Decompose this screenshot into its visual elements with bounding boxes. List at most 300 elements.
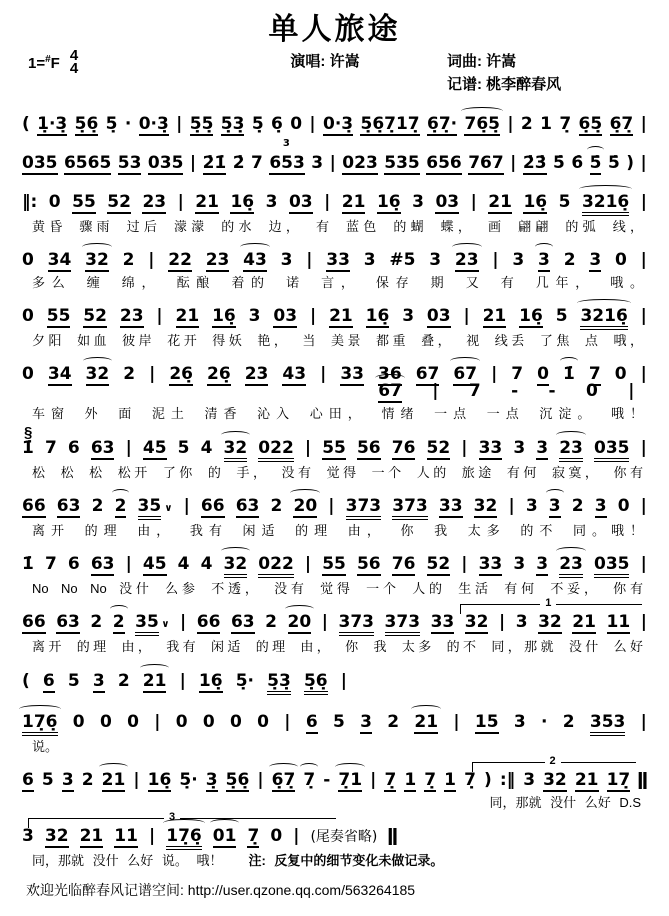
- note-token: 2: [114, 495, 127, 516]
- music-system: [22, 754, 650, 812]
- note-token: 20: [293, 495, 318, 516]
- music-system: [22, 597, 647, 656]
- lyrics-line: 黄昏 骤雨 过后 濛濛 的水 边， 有 蓝色 的蝴 蝶， 画 翩翩 的弧 线，: [32, 218, 643, 234]
- note-token: 6̣7̣: [271, 769, 296, 790]
- bar-line: |: [640, 306, 647, 326]
- bar-line: |: [293, 826, 300, 846]
- note-token: 16̣: [376, 191, 401, 212]
- note-token: 5̣6̣7̣17̣: [360, 113, 420, 134]
- note-token: ): [626, 152, 635, 173]
- note-token: 7: [251, 152, 263, 173]
- bar-line: |: [148, 249, 155, 270]
- note-token: 16̣: [147, 769, 172, 790]
- note-token: 6̣7̣: [609, 113, 634, 134]
- note-token: 535: [384, 152, 420, 173]
- note-token: 33: [430, 612, 455, 633]
- note-token: 2̇: [232, 152, 245, 173]
- note-token: 7: [468, 381, 481, 402]
- note-token: 0: [175, 711, 188, 732]
- song-title: 单人旅途: [268, 13, 401, 46]
- note-token: 0: [99, 711, 112, 732]
- note-token: 7: [44, 437, 57, 458]
- music-system: [22, 811, 647, 870]
- note-token: 33: [478, 437, 503, 458]
- key-signature: 1=#F: [28, 53, 60, 72]
- note-token: 33: [478, 554, 503, 574]
- note-token: 3: [525, 495, 538, 516]
- note-token: 6̇: [571, 152, 584, 173]
- note-token: 17̣6̣: [166, 828, 202, 850]
- note-token: 03: [288, 191, 313, 212]
- note-token: 5̣6̣: [225, 769, 250, 790]
- bar-line: |: [321, 612, 328, 633]
- lyrics-line: 说。: [32, 738, 59, 754]
- bar-line: |: [177, 191, 184, 212]
- note-token: 52: [83, 306, 107, 326]
- note-token: 3: [22, 826, 34, 846]
- note-token: 373: [392, 498, 428, 520]
- note-token: 5: [558, 191, 571, 212]
- header-meta: [22, 47, 647, 97]
- notator-credit: 记谱: 桃李醉春风: [447, 76, 562, 94]
- notation-note: 注: 反复中的细节变化未做记录。: [248, 853, 444, 868]
- note-token: 55: [72, 191, 96, 212]
- note-token: 0: [257, 711, 269, 732]
- bar-line: |: [507, 113, 514, 134]
- note-token: 3: [536, 437, 549, 458]
- music-system: [22, 353, 647, 423]
- note-token: 0: [202, 711, 215, 732]
- music-line: [22, 142, 647, 178]
- note-token: 26̣: [207, 364, 231, 385]
- note-token: 5̣5̣: [189, 113, 214, 134]
- music-system: [22, 103, 647, 139]
- note-token: 76: [391, 554, 416, 574]
- note-token: 0: [230, 711, 242, 732]
- bar-line: |: [640, 152, 647, 173]
- note-token: 5̣: [251, 113, 264, 134]
- composer-credit: 词曲: 许嵩: [447, 53, 517, 70]
- bar-line: |: [498, 612, 506, 633]
- bar-line: |: [324, 191, 331, 212]
- note-token: 55: [322, 437, 346, 458]
- music-system: [22, 295, 647, 350]
- note-token: 17̣6̣: [22, 714, 58, 736]
- note-token: 4: [200, 437, 213, 458]
- note-token: 0: [614, 249, 627, 270]
- music-system: [22, 239, 647, 292]
- bar-line: |: [640, 364, 647, 385]
- note-token: 23: [142, 191, 167, 212]
- note-token: 7: [511, 364, 524, 385]
- bar-line: |: [180, 612, 187, 633]
- score: [22, 103, 650, 871]
- note-token: 01: [212, 826, 237, 846]
- note-token: 1: [540, 113, 552, 134]
- note-token: 0: [614, 364, 627, 385]
- note-token: 32: [543, 769, 567, 790]
- note-token: 3: [429, 249, 442, 270]
- note-token: 2: [123, 364, 136, 385]
- note-token: 5̇: [589, 152, 602, 173]
- note-token: 45: [142, 437, 167, 458]
- bar-line: |: [640, 495, 647, 516]
- note-token: 34: [47, 364, 72, 385]
- note-token: 21: [572, 612, 596, 633]
- bar-line: |: [328, 495, 335, 516]
- note-token: 5̣6̣: [74, 113, 99, 134]
- note-token: 23: [244, 364, 269, 385]
- note-token: 2: [571, 495, 584, 516]
- performer-credit: 演唱: 许嵩: [290, 53, 360, 70]
- note-token: 0: [290, 113, 303, 134]
- note-token: 3: [311, 152, 324, 173]
- note-token: 21: [341, 191, 366, 212]
- note-token: 5: [67, 670, 80, 691]
- note-token: 3: [360, 711, 372, 732]
- note-token: 373: [339, 614, 375, 636]
- lyrics-line: 多么 缠 绵， 酝酿 着的 诺 言， 保存 期 又 有 几年， 哦。: [32, 274, 643, 290]
- note-token: 45: [142, 554, 167, 574]
- note-token: 5̣·: [179, 769, 198, 790]
- note-token: 26̣: [169, 364, 193, 385]
- note-token: 023: [342, 152, 378, 173]
- footer-url: http://user.qzone.qq.com/563264185: [187, 882, 416, 899]
- note-token: 2: [91, 495, 104, 516]
- note-token: 0: [22, 249, 34, 270]
- note-token: 6̣: [271, 113, 283, 134]
- volta-label: 3: [164, 811, 180, 823]
- bar-line: |: [508, 495, 515, 516]
- note-token: 23: [559, 440, 583, 462]
- note-token: 6: [67, 437, 80, 458]
- note-token: 6: [42, 670, 55, 691]
- bar-line: |: [189, 152, 197, 173]
- note-token: 52: [107, 191, 131, 212]
- note-token: 3216̣: [582, 194, 629, 216]
- note-token: 3: [513, 437, 526, 458]
- note-token: 0: [48, 191, 61, 212]
- note-token: 0: [270, 826, 283, 846]
- note-token: 0: [127, 711, 139, 732]
- music-line: [22, 181, 647, 219]
- note-token: 1̇: [22, 554, 34, 574]
- note-token: 32: [85, 364, 110, 385]
- note-token: 16̣: [230, 191, 255, 212]
- note-token: 2: [112, 612, 125, 633]
- note-token: 32: [44, 826, 69, 846]
- note-token: 767: [468, 152, 504, 173]
- note-token: 2: [117, 670, 130, 691]
- note-token: 16̣: [365, 306, 390, 326]
- note-token: ∨: [161, 619, 170, 631]
- note-token: 03: [435, 191, 460, 212]
- note-token: 3: [513, 711, 526, 732]
- bar-line: |: [640, 437, 647, 458]
- music-line: [22, 660, 347, 698]
- note-token: 6565: [63, 152, 112, 173]
- music-line: [22, 103, 647, 139]
- footer-line: [22, 880, 647, 900]
- note-token: 3: [594, 495, 607, 516]
- note-token: 5: [555, 306, 568, 326]
- note-token: 2: [265, 612, 278, 633]
- bar-line: |: [125, 437, 132, 458]
- bar-line: |: [149, 364, 156, 385]
- note-token: 20: [287, 612, 312, 633]
- bar-line: |: [491, 364, 498, 385]
- note-token: 7: [44, 554, 57, 574]
- note-token: 0: [585, 381, 598, 402]
- time-signature: 4 4: [69, 47, 79, 77]
- note-token: 3: [512, 249, 525, 270]
- lyrics-line: 同，那就 没什 么好 D.S: [489, 794, 641, 810]
- lyrics-line: 同，那就 没什 么好 说。 哦！ 注: 反复中的细节变化未做记录。: [32, 853, 444, 868]
- music-system: [22, 543, 647, 598]
- bar-line: |: [453, 711, 460, 732]
- note-token: 2: [520, 113, 533, 134]
- bar-line: |: [329, 152, 336, 173]
- note-token: 7̣: [464, 769, 476, 790]
- note-token: 76̣5̣: [464, 113, 500, 134]
- note-token: 2̇3̇: [522, 152, 547, 173]
- music-system: [22, 181, 647, 236]
- bar-line: |: [461, 554, 468, 574]
- volta-label: 1: [540, 597, 556, 609]
- note-token: -: [323, 769, 331, 790]
- note-token: 3: [363, 249, 376, 270]
- note-token: 15: [474, 711, 499, 732]
- lyrics-line: 松 松 松 松开 了你 的 手， 没有 觉得 一个 人的 旅途 有何 寂寞， 你有: [32, 464, 643, 480]
- note-token: 16̣: [212, 306, 236, 326]
- note-token: 2: [122, 249, 135, 270]
- note-token: -: [511, 381, 519, 402]
- note-token: 6̣7̣·: [427, 113, 458, 134]
- bar-line: |: [640, 249, 647, 270]
- note-token: 6̣5̣: [578, 113, 603, 134]
- lyrics-line: 夕阳 如血 彼岸 花开 得妖 艳， 当 美景 都重 叠， 视 线丢 了焦 点 哦，: [32, 333, 643, 348]
- note-token: 5̣3̣: [267, 673, 291, 695]
- lyrics-line: 离开 的理 由， 我有 闲适 的理 由， 你 我 太多 的不 同。哦！: [32, 522, 643, 538]
- note-token: 23: [454, 249, 479, 270]
- note-token: 0·3̣: [138, 113, 169, 134]
- note-token: 16̣: [198, 670, 223, 691]
- bar-line: |: [628, 381, 635, 402]
- note-token: 32: [538, 612, 562, 633]
- note-token: 2: [563, 249, 576, 270]
- note-token: 23: [559, 556, 583, 578]
- note-token: 5: [41, 769, 54, 790]
- note-token: 53: [117, 152, 142, 173]
- note-token: 76: [391, 437, 416, 458]
- note-token: 32: [85, 249, 109, 270]
- note-token: 33: [340, 364, 364, 385]
- note-token: 3: [280, 249, 293, 270]
- bar-line: |: [284, 711, 291, 732]
- note-token: 67: [378, 381, 402, 402]
- bar-line: |: [176, 113, 183, 134]
- note-token: 022: [258, 556, 294, 578]
- note-token: 5̣3̣: [220, 113, 245, 134]
- volta-label: 2: [545, 755, 561, 767]
- note-token: 52: [426, 437, 451, 458]
- note-token: 66: [22, 612, 46, 633]
- bar-line: |: [306, 249, 313, 270]
- bar-line: ‖: [635, 769, 650, 790]
- music-line-secondary: [378, 383, 634, 406]
- note-token: 21: [488, 191, 512, 212]
- bar-line: |: [320, 364, 327, 385]
- footer-label: 欢迎光临醉春风记谱空间:: [26, 882, 188, 899]
- note-token: 1̇: [22, 437, 34, 458]
- music-line: [22, 543, 647, 581]
- note-token: #5: [389, 249, 416, 270]
- note-token: 3: [548, 495, 561, 516]
- note-token: 3: [402, 306, 415, 326]
- note-token: 55: [46, 306, 71, 326]
- note-token: 3: [248, 306, 261, 326]
- note-token: 66: [196, 612, 221, 633]
- bar-line: |: [461, 437, 468, 458]
- music-line: [22, 485, 647, 523]
- note-token: 035: [147, 152, 184, 173]
- note-token: 21: [414, 711, 439, 732]
- note-token: 6: [22, 769, 34, 790]
- note-token: 21: [142, 670, 167, 691]
- bar-line: |: [470, 191, 477, 212]
- note-token: 32: [473, 495, 498, 516]
- note-token: 63: [90, 554, 115, 574]
- note-token: 5̣: [105, 113, 118, 134]
- note-token: 66: [22, 495, 46, 516]
- bar-line: |: [148, 826, 156, 846]
- note-token: 6: [305, 711, 318, 732]
- bar-line: |: [304, 437, 312, 458]
- note-token: 63: [230, 612, 255, 633]
- note-token: 5̣6̣: [304, 673, 328, 695]
- bar-line: |: [304, 554, 312, 574]
- note-token: 3: [536, 554, 549, 574]
- note-token: 2: [270, 495, 283, 516]
- note-token: 1̇: [563, 364, 575, 385]
- bar-line: |: [370, 769, 377, 790]
- note-token: 35: [135, 614, 159, 636]
- note-token: 67: [453, 364, 478, 385]
- note-token: 0: [22, 306, 34, 326]
- note-token: 7̣: [559, 113, 572, 134]
- note-token: 2: [562, 711, 575, 732]
- note-token: 0: [72, 711, 85, 732]
- note-token: 0: [617, 495, 630, 516]
- music-line: [22, 295, 647, 333]
- note-token: 2̇1̇: [202, 152, 227, 173]
- note-token: 21: [329, 306, 353, 326]
- note-token: 3: [61, 769, 74, 790]
- note-token: 21: [101, 769, 126, 790]
- key-time-block: [22, 47, 203, 77]
- note-token: 4: [200, 554, 213, 574]
- note-token: 373: [346, 498, 382, 520]
- note-token: 5̣·: [235, 670, 255, 691]
- note-token: 7̣: [247, 826, 260, 846]
- bar-line: |: [640, 711, 647, 732]
- note-token: ∨: [164, 502, 173, 514]
- bar-line: |: [133, 769, 140, 790]
- note-token: 3: [538, 249, 550, 270]
- note-token: 21: [175, 306, 200, 326]
- music-system: [22, 423, 647, 482]
- note-token: 35: [138, 498, 162, 520]
- bar-line: |: [179, 670, 186, 691]
- note-token: 3: [265, 191, 278, 212]
- note-token: 16̣: [523, 191, 548, 212]
- note-token: 5: [177, 437, 190, 458]
- note-token: (尾奏省略): [310, 829, 378, 845]
- note-token: 55: [322, 554, 346, 574]
- note-token: ·: [124, 113, 132, 134]
- note-token: 21: [79, 826, 104, 846]
- note-token: 23: [119, 306, 144, 326]
- note-token: 7̣: [303, 769, 316, 790]
- note-token: 0: [22, 364, 34, 385]
- note-token: 3: [523, 769, 536, 790]
- lyrics-line: 离开 的理 由， 我有 闲适 的理 由， 你 我 太多 的不 同，那就 没什 么好: [32, 639, 643, 655]
- note-token: (: [22, 670, 30, 691]
- note-token: 3: [589, 249, 602, 270]
- note-token: 11: [114, 826, 138, 846]
- bar-line: |: [340, 670, 347, 691]
- note-token: 1: [404, 769, 417, 790]
- note-token: 03: [426, 306, 451, 326]
- note-token: 5̇: [553, 152, 565, 173]
- note-token: 21: [482, 306, 507, 326]
- note-token: 3: [513, 554, 526, 574]
- note-token: 5: [332, 711, 345, 732]
- bar-line: :‖: [499, 769, 516, 790]
- note-token: 5̇: [607, 152, 620, 173]
- note-token: 353: [590, 714, 626, 736]
- bar-line: |: [432, 381, 439, 402]
- note-token: 373: [385, 614, 421, 636]
- note-token: 32: [224, 556, 248, 578]
- note-token: 7̣: [424, 769, 437, 790]
- note-token: 16̣: [519, 306, 543, 326]
- note-token: 21: [195, 191, 219, 212]
- note-token: 36: [378, 364, 402, 385]
- note-token: 0: [537, 364, 549, 385]
- bar-line: |: [510, 152, 517, 173]
- note-token: 63: [235, 495, 260, 516]
- note-token: 03: [273, 306, 298, 326]
- note-token: (: [22, 113, 30, 134]
- note-token: 21: [574, 769, 599, 790]
- note-token: 32: [224, 440, 248, 462]
- bar-line: |: [156, 306, 163, 326]
- note-token: 1: [444, 769, 456, 790]
- lyrics-line: No No No 没什 么参 不透， 没有 觉得 一个 人的 生活 有何 不妥， 你有: [32, 581, 643, 596]
- note-token: 43: [243, 249, 267, 270]
- note-token: 7̣1: [338, 769, 363, 790]
- note-token: 2: [81, 769, 94, 790]
- credits-right: [447, 50, 647, 97]
- note-token: 2: [387, 711, 400, 732]
- bar-line: |: [154, 711, 161, 732]
- note-token: 22: [168, 249, 192, 270]
- note-token: ): [483, 769, 492, 790]
- note-token: 3: [515, 612, 528, 633]
- note-token: 43: [282, 364, 307, 385]
- note-token: 3: [92, 670, 105, 691]
